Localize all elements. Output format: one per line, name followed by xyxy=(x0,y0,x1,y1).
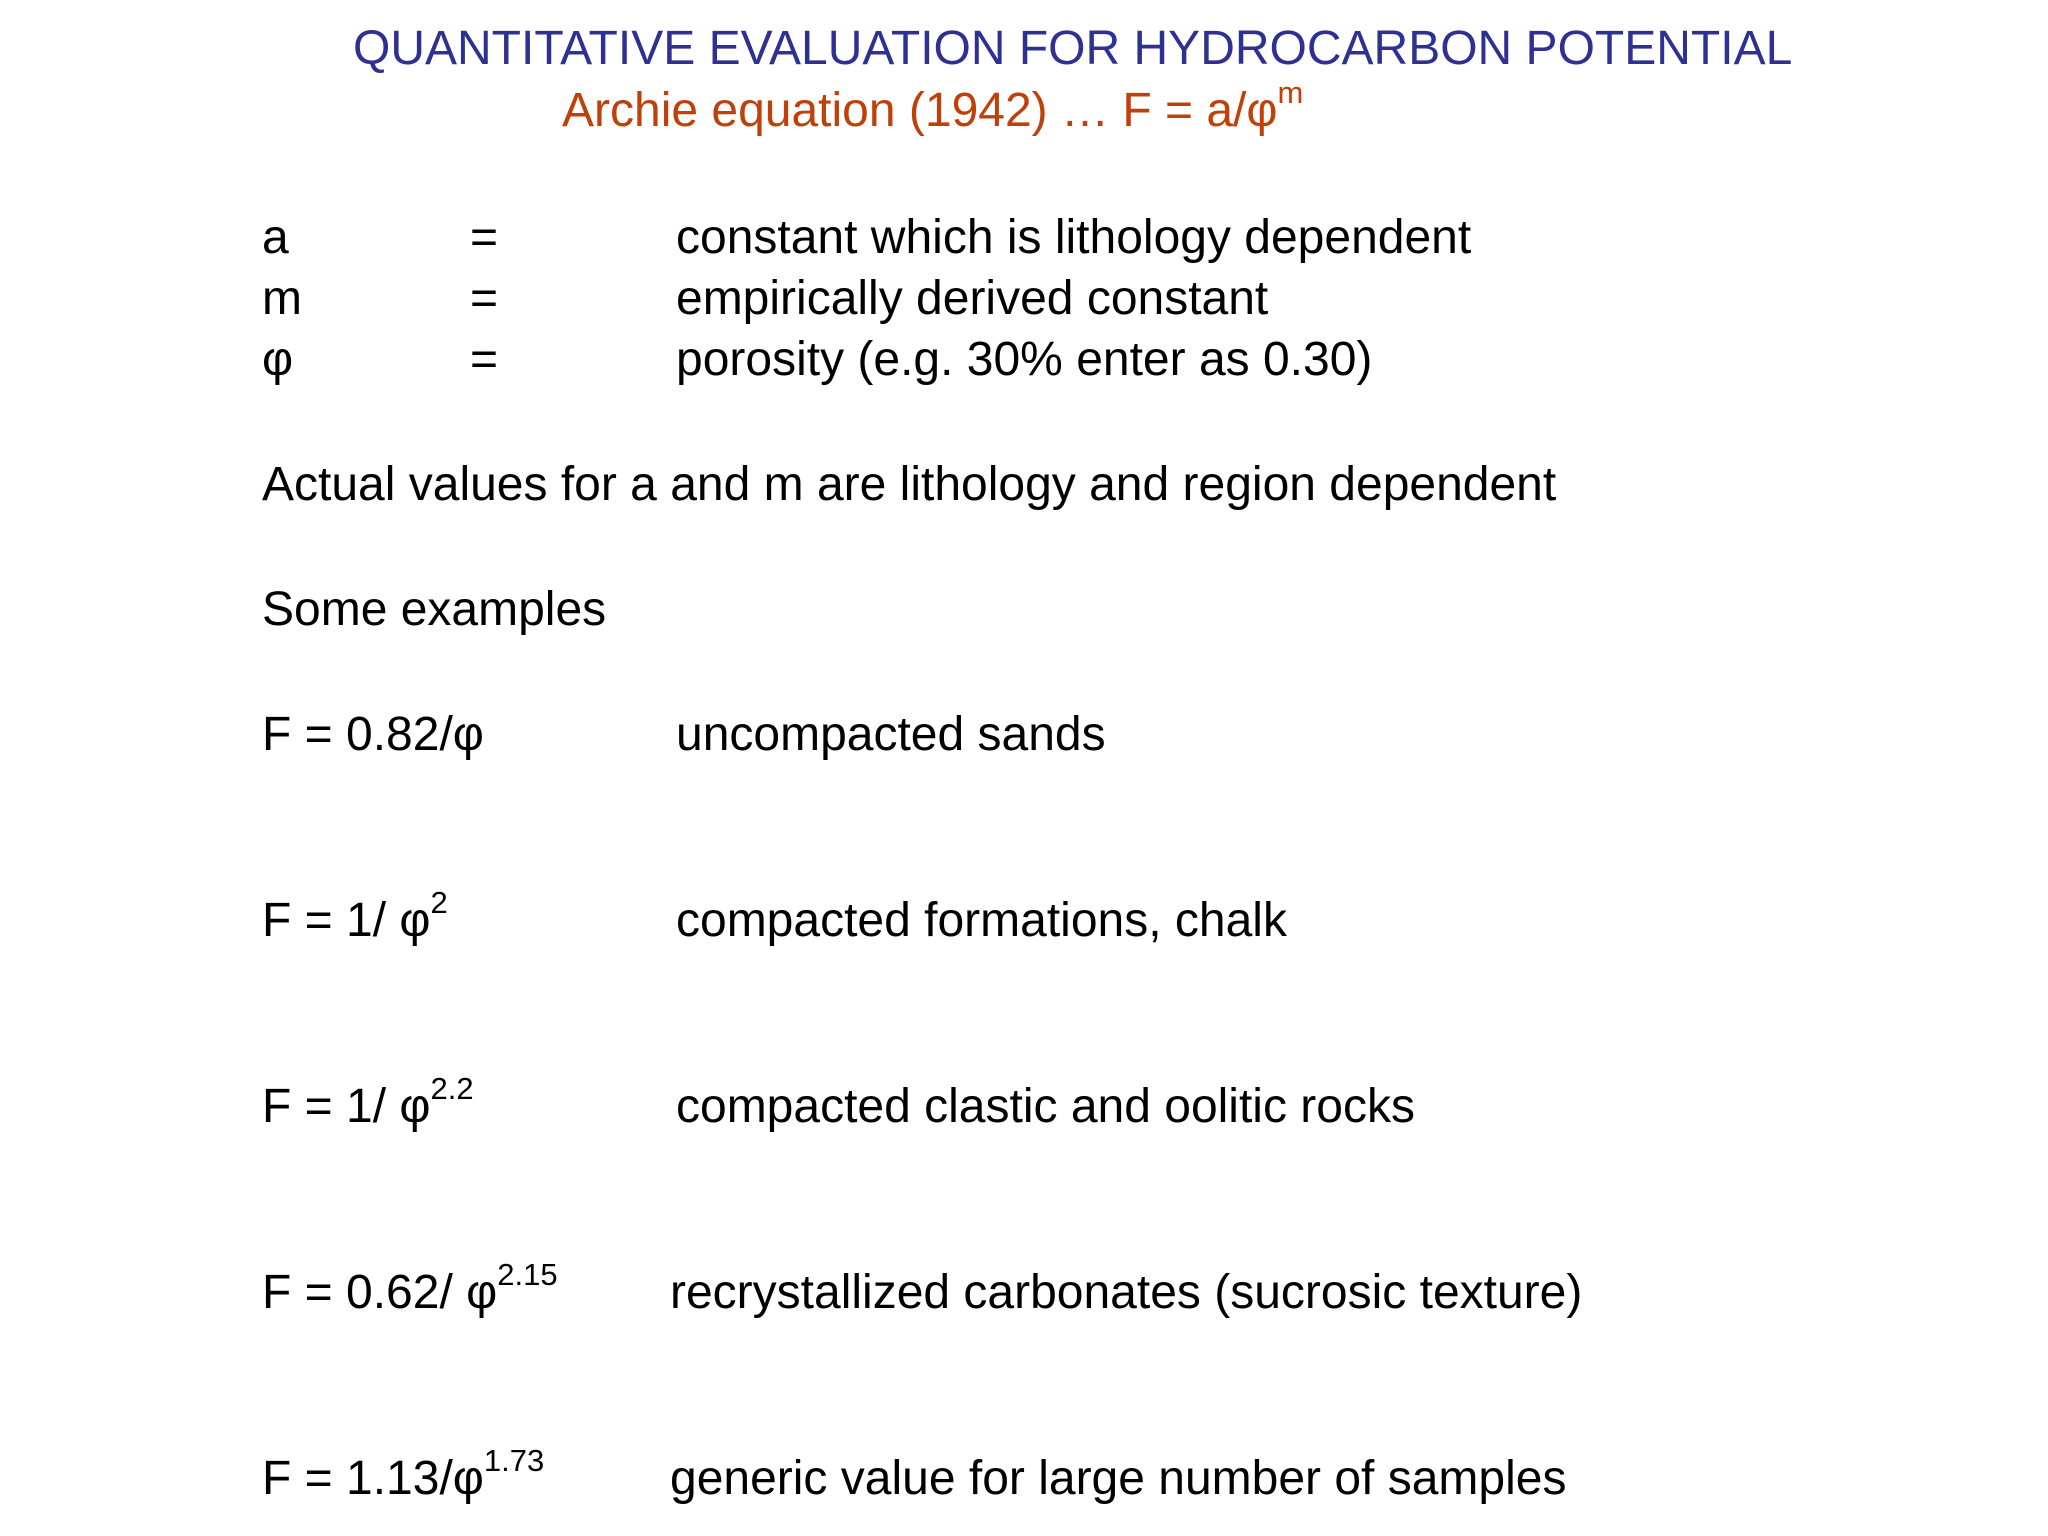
example-formula xyxy=(262,1443,545,1511)
definition-symbol: a xyxy=(262,211,289,264)
definition-symbol: φ xyxy=(262,333,294,386)
example-description: compacted clastic and oolitic rocks xyxy=(676,1080,1415,1133)
formula-exponent: 2.15 xyxy=(497,1257,558,1292)
definition-equals: = xyxy=(470,272,499,325)
lithology-note: Actual values for a and m are lithology and region dependent xyxy=(262,458,1557,511)
page-title: QUANTITATIVE EVALUATION FOR HYDROCARBON POTENTIAL xyxy=(353,22,1793,75)
example-description: compacted formations, chalk xyxy=(676,894,1287,947)
example-formula xyxy=(262,1071,474,1139)
example-formula xyxy=(262,885,448,953)
definition-description: empirically derived constant xyxy=(676,272,1269,325)
definition-equals: = xyxy=(470,333,499,386)
subtitle-exponent: m xyxy=(1277,75,1304,110)
definition-equals: = xyxy=(470,211,499,264)
formula-exponent: 2 xyxy=(430,885,448,920)
definition-description: porosity (e.g. 30% enter as 0.30) xyxy=(676,333,1373,386)
formula-exponent: 1.73 xyxy=(483,1443,545,1478)
example-formula xyxy=(262,703,484,767)
formula-text: F = 0.62/ φ xyxy=(262,1266,498,1319)
definition-symbol: m xyxy=(262,272,302,325)
examples-heading: Some examples xyxy=(262,583,607,636)
example-description: recrystallized carbonates (sucrosic texture) xyxy=(670,1266,1583,1319)
subtitle-text: Archie equation (1942) … F = a/φ xyxy=(562,84,1278,137)
formula-text: F = 1/ φ xyxy=(262,1080,431,1133)
formula-text: F = 0.82/φ xyxy=(262,708,484,761)
formula-text: F = 1/ φ xyxy=(262,894,431,947)
archie-equation-subtitle xyxy=(562,75,1304,140)
example-description: generic value for large number of samples xyxy=(670,1452,1567,1505)
example-description: uncompacted sands xyxy=(676,708,1106,761)
example-formula xyxy=(262,1257,558,1325)
formula-text: F = 1.13/φ xyxy=(262,1452,484,1505)
definition-description: constant which is lithology dependent xyxy=(676,211,1472,264)
formula-exponent: 2.2 xyxy=(430,1071,474,1106)
